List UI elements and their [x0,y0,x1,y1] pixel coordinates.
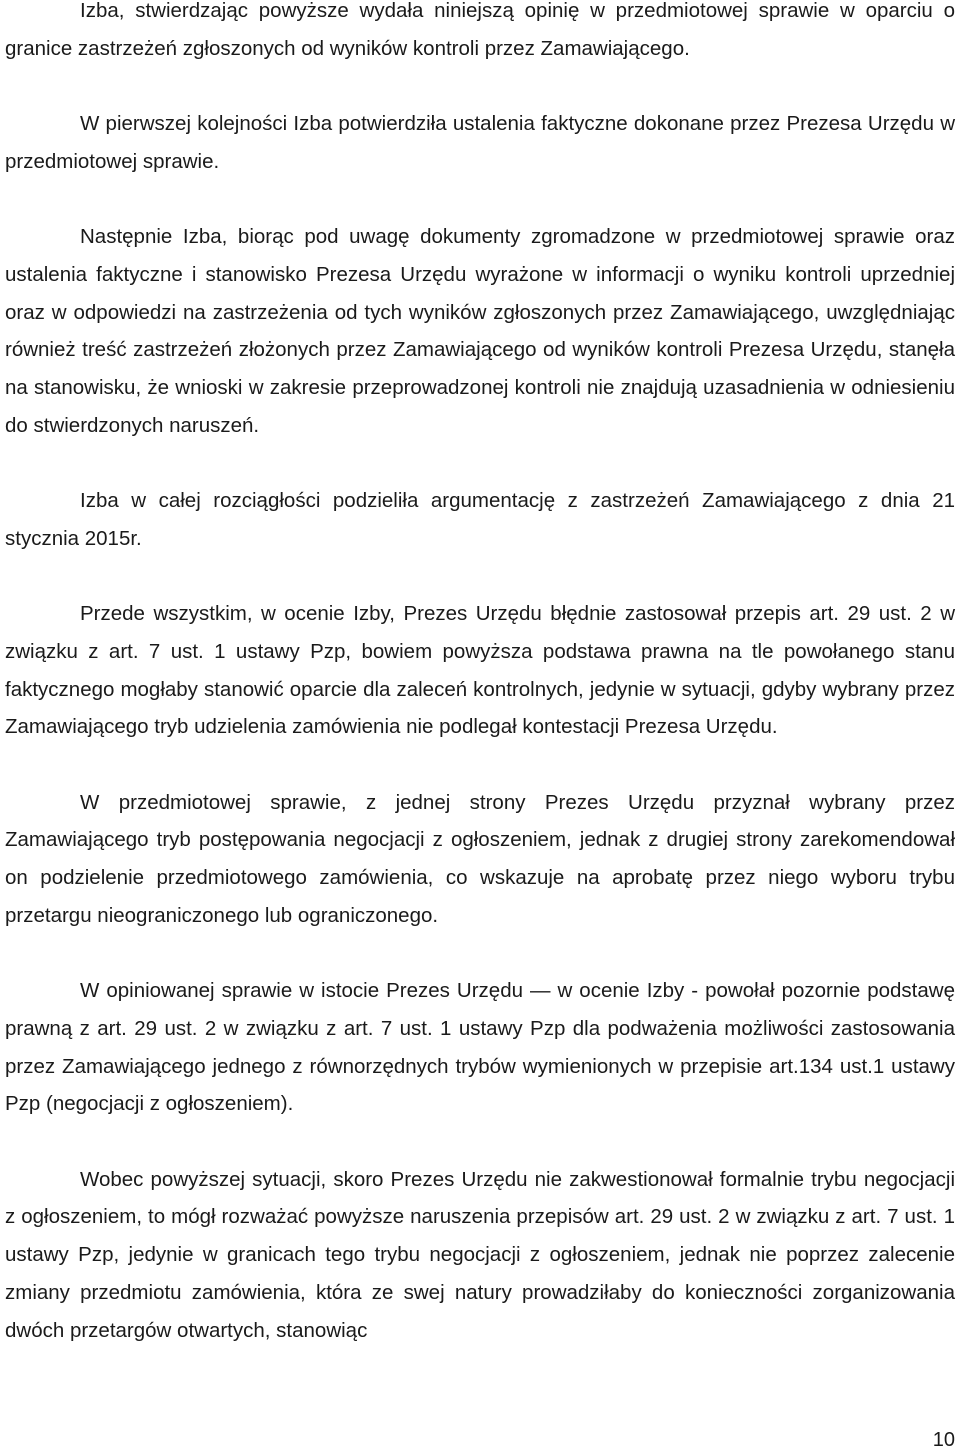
paragraph-4: Izba w całej rozciągłości podzieliła argumentację z zastrzeżeń Zamawiającego z dnia 21 stycznia 2015r. [5,489,955,550]
paragraph-1: Izba, stwierdzając powyższe wydała niniejszą opinię w przedmiotowej sprawie w oparciu o granice zastrzeżeń zgłoszonych od wyników kontroli przez Zamawiającego. [5,0,955,60]
paragraph-5: Przede wszystkim, w ocenie Izby, Prezes Urzędu błędnie zastosował przepis art. 29 ust. 2 w związku z art. 7 ust. 1 ustawy Pzp, bowiem powyższa podstawa prawna na tle powołanego stanu faktycznego mogłaby stanowić oparcie dla zaleceń kontrolnych, jedynie w sytuacji, gdyby wybrany przez Zamawiającego tryb udzielenia zamówienia nie podlegał kontestacji Prezesa Urzędu. [5,602,955,739]
paragraph-2: W pierwszej kolejności Izba potwierdziła ustalenia faktyczne dokonane przez Prezesa Urzędu w przedmiotowej sprawie. [5,112,955,173]
paragraph-6: W przedmiotowej sprawie, z jednej strony Prezes Urzędu przyznał wybrany przez Zamawiającego tryb postępowania negocjacji z ogłoszeniem, jednak z drugiej strony zarekomendował on podzielenie przedmiotowego zamówienia, co wskazuje na aprobatę przez niego wyboru trybu przetargu nieograniczonego lub ograniczonego. [5,790,955,927]
page-number: 10 [932,1429,955,1451]
document-page [5,0,955,1349]
paragraph-7: W opiniowanej sprawie w istocie Prezes Urzędu — w ocenie Izby - powołał pozornie podstawę prawną z art. 29 ust. 2 w związku z art. 7 ust. 1 ustawy Pzp dla podważenia możliwości zastosowania przez Zamawiającego jednego z równorzędnych trybów wymienionych w przepisie art.134 ust.1 ustawy Pzp (negocjacji z ogłoszeniem). [5,979,955,1116]
paragraph-8: Wobec powyższej sytuacji, skoro Prezes Urzędu nie zakwestionował formalnie trybu negocjacji z ogłoszeniem, to mógł rozważać powyższe naruszenia przepisów art. 29 ust. 2 w związku z art. 7 ust. 1 ustawy Pzp, jedynie w granicach tego trybu negocjacji z ogłoszeniem, jednak nie poprzez zalecenie zmiany przedmiotu zamówienia, która ze swej natury prowadziłaby do konieczności zorganizowania dwóch przetargów otwartych, stanowiąc [5,1167,955,1342]
paragraph-3: Następnie Izba, biorąc pod uwagę dokumenty zgromadzone w przedmiotowej sprawie oraz ustalenia faktyczne i stanowisko Prezesa Urzędu wyrażone w informacji o wyniku kontroli uprzedniej oraz w odpowiedzi na zastrzeżenia od tych wyników zgłoszonych przez Zamawiającego, uwzględniając również treść zastrzeżeń złożonych przez Zamawiającego od wyników kontroli Prezesa Urzędu, stanęła na stanowisku, że wnioski w zakresie przeprowadzonej kontroli nie znajdują uzasadnienia w odniesieniu do stwierdzonych naruszeń. [5,225,955,437]
